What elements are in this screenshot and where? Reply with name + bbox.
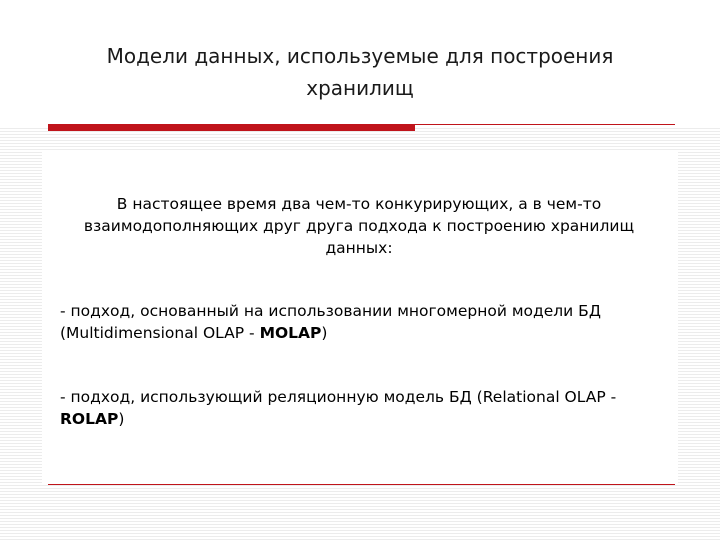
list-item-rolap: [60, 386, 664, 430]
list-item-suffix: ): [118, 410, 125, 428]
list-item-suffix: ): [321, 324, 328, 342]
title-underline-thin: [415, 124, 675, 125]
acronym-molap: MOLAP: [259, 324, 322, 342]
bottom-rule: [48, 484, 675, 485]
title-underline-thick: [48, 124, 415, 131]
list-item-text: - подход, основанный на использовании многомерной модели БД (Multidimensional OLAP -: [60, 302, 601, 342]
slide-title: Модели данных, используемые для построения хранилищ: [106, 44, 614, 100]
acronym-rolap: ROLAP: [60, 410, 119, 428]
intro-paragraph: В настоящее время два чем-то конкурирующих, а в чем-то взаимодополняющих друг друга подхода к построению хранилищ данных:: [83, 195, 635, 257]
list-item-text: - подход, использующий реляционную модель БД (Relational OLAP -: [60, 388, 617, 406]
list-item-molap: [60, 300, 664, 344]
